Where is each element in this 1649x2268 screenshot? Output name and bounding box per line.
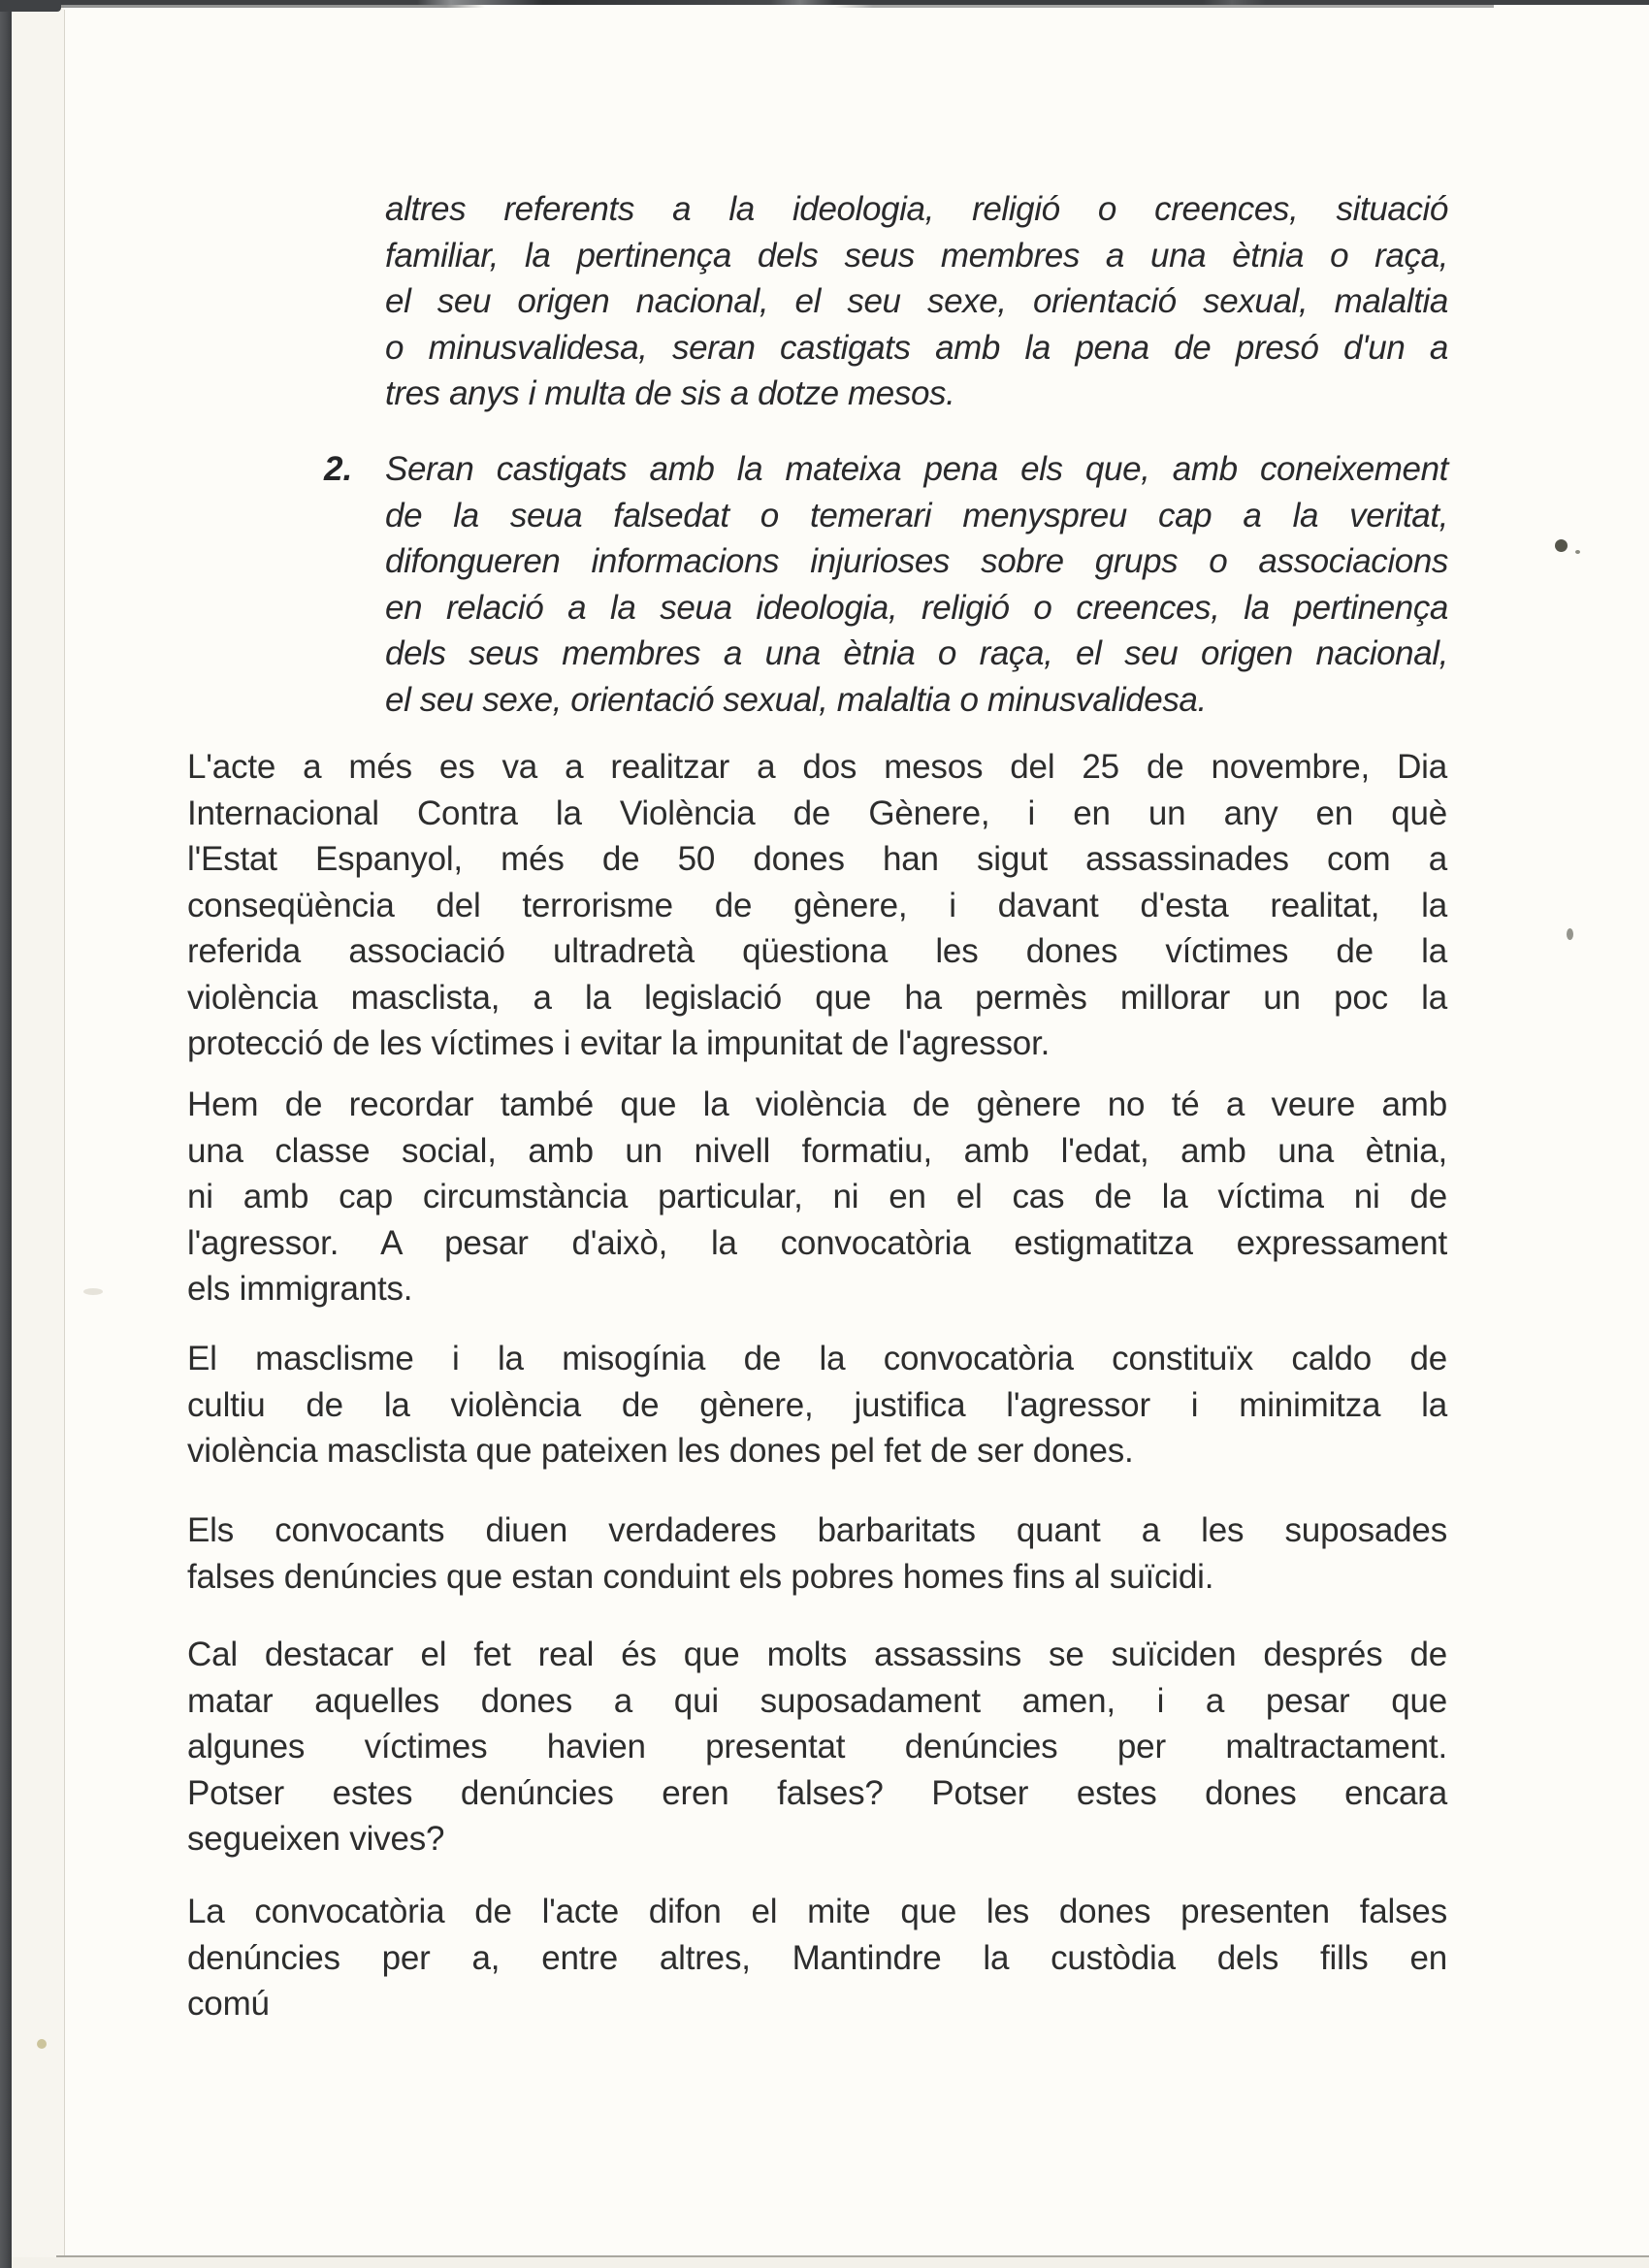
text-line: cultiu de la violència de gènere, justifica l'agressor i minimitza la [187,1385,1447,1424]
scan-speck [1575,550,1580,554]
text-line: comú [187,1985,270,2023]
text-line: protecció de les víctimes i evitar la impunitat de l'agressor. [187,1024,1051,1062]
scan-speck [1555,539,1568,552]
paper-edge-bottom [56,2255,1649,2257]
paragraph-act-date [187,744,1447,1067]
paper-edge-left [64,10,65,2256]
text-line: el seu origen nacional, el seu sexe, orientació sexual, malaltia [385,282,1448,320]
text-line: Seran castigats amb la mateixa pena els que, amb coneixement [385,450,1448,488]
legal-quote-paragraph-1 [385,186,1448,417]
paper-below-edge [0,2257,1649,2268]
text-line: denúncies per a, entre altres, Mantindre la custòdia dels fills en [187,1938,1447,1977]
text-line: altres referents a la ideologia, religió o creences, situació [385,190,1448,228]
text-line: L'acte a més es va a realitzar a dos mesos del 25 de novembre, Dia [187,748,1447,786]
text-line: segueixen vives? [187,1820,445,1858]
paragraph-convocatoria [187,1889,1447,2027]
scan-speck [1567,928,1573,940]
text-line: l'agressor. A pesar d'això, la convocatòria estigmatitza expressament [187,1223,1447,1262]
text-line: El masclisme i la misogínia de la convocatòria constituïx caldo de [187,1340,1447,1377]
text-line: matar aquelles dones a qui suposadament amen, i a pesar que [187,1681,1447,1720]
text-line: Hem de recordar també que la violència de gènere no té a veure amb [187,1085,1447,1123]
text-line: els immigrants. [187,1270,413,1308]
scanner-edge-top-shadow [58,5,1494,8]
text-line: Els convocants diuen verdaderes barbaritats quant a les suposades [187,1511,1447,1549]
text-line: familiar, la pertinença dels seus membres a una ètnia o raça, [385,236,1448,275]
text-line: en relació a la seua ideologia, religió o creences, la pertinença [385,588,1448,627]
paragraph-recordar [187,1082,1447,1312]
text-line: conseqüència del terrorisme de gènere, i davant d'esta realitat, la [187,886,1447,924]
text-line: falses denúncies que estan conduint els pobres homes fins al suïcidi. [187,1557,1214,1596]
text-line: de la seua falsedat o temerari menyspreu cap a la veritat, [385,496,1448,535]
scan-speck [37,2039,47,2049]
scan-speck [83,1288,103,1295]
paragraph-convocants [187,1507,1447,1600]
legal-quote-paragraph-2 [385,446,1448,723]
text-line: l'Estat Espanyol, més de 50 dones han sigut assassinades com a [187,840,1447,878]
text-line: violència masclista, a la legislació que ha permès millorar un poc la [187,978,1447,1017]
text-line: una classe social, amb un nivell formatiu, amb l'edat, amb una ètnia, [187,1131,1447,1170]
text-line: el seu sexe, orientació sexual, malaltia o minusvalidesa. [385,680,1207,719]
text-line: Internacional Contra la Violència de Gènere, i en un any en què [187,794,1447,832]
scanner-edge-corner [0,0,61,12]
paragraph-cal-destacar [187,1632,1447,1863]
text-line: dels seus membres a una ètnia o raça, el seu origen nacional, [385,634,1448,672]
paragraph-masclisme [187,1336,1447,1474]
list-item-2-marker: 2. [324,450,353,488]
text-line: referida associació ultradretà qüestiona les dones víctimes de la [187,932,1447,970]
text-line: Potser estes denúncies eren falses? Potser estes dones encara [187,1773,1447,1812]
text-line: algunes víctimes havien presentat denúncies per maltractament. [187,1728,1447,1766]
text-line: Cal destacar el fet real és que molts assassins se suïciden després de [187,1636,1447,1673]
text-line: o minusvalidesa, seran castigats amb la pena de presó d'un a [385,328,1448,367]
text-line: violència masclista que pateixen les dones pel fet de ser dones. [187,1432,1134,1470]
text-line: ni amb cap circumstància particular, ni en el cas de la víctima ni de [187,1178,1447,1215]
scanner-edge-strip [0,0,12,2268]
text-line: tres anys i multa de sis a dotze mesos. [385,374,955,412]
text-line: difongueren informacions injurioses sobre grups o associacions [385,542,1448,580]
text-line: La convocatòria de l'acte difon el mite que les dones presenten falses [187,1893,1447,1930]
